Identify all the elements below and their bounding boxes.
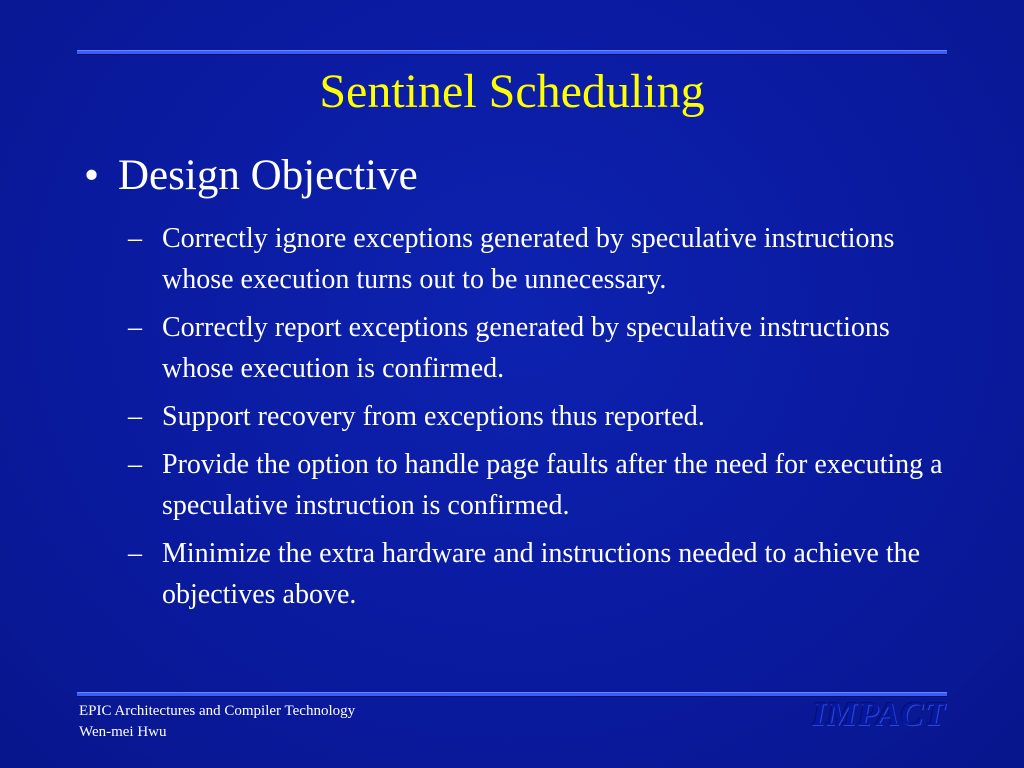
dash-icon: –: [128, 223, 142, 254]
sub-bullet-item: [84, 307, 944, 389]
sub-bullet-list: [84, 218, 944, 615]
dash-icon: –: [128, 538, 142, 569]
sub-bullet-text: Minimize the extra hardware and instructions needed to achieve the objectives above.: [162, 538, 921, 610]
sub-bullet-item: [84, 396, 944, 437]
bullet-icon: •: [84, 152, 100, 199]
footer-author: Wen-mei Hwu: [79, 724, 167, 740]
dash-icon: –: [128, 401, 142, 432]
bullet-heading: Design Objective: [118, 152, 418, 199]
dash-icon: –: [128, 312, 142, 343]
sub-bullet-text: Correctly ignore exceptions generated by speculative instructions whose execution turns out to be unnecessary.: [162, 223, 895, 295]
slide-title: Sentinel Scheduling: [319, 65, 705, 118]
footer-course: EPIC Architectures and Compiler Technology: [79, 703, 356, 719]
sub-bullet-text: Support recovery from exceptions thus reported.: [162, 401, 705, 432]
sub-bullet-text: Correctly report exceptions generated by speculative instructions whose execution is confirmed.: [162, 312, 890, 384]
dash-icon: –: [128, 449, 142, 480]
footer: [79, 701, 355, 743]
slide-content: [84, 148, 944, 622]
sub-bullet-item: [84, 533, 944, 615]
sub-bullet-item: [84, 444, 944, 526]
impact-logo: IMPACT: [812, 696, 946, 733]
bullet-design-objective: [84, 148, 944, 204]
sub-bullet-text: Provide the option to handle page faults after the need for executing a speculative instruction is confirmed.: [162, 449, 943, 521]
top-divider: [77, 50, 947, 55]
sub-bullet-item: [84, 218, 944, 300]
